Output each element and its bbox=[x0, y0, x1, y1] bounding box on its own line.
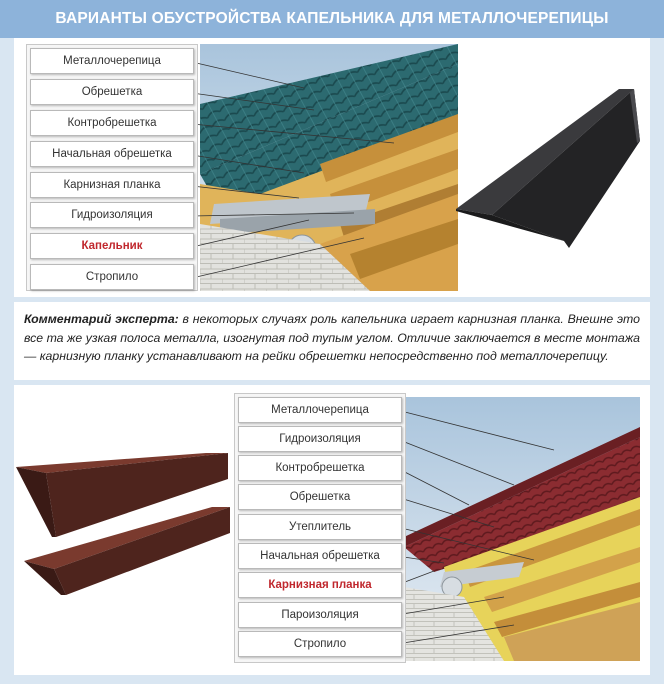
label-metal-tile: Металлочерепица bbox=[238, 397, 402, 423]
comment-body: в некоторых случаях роль капельника играет карнизная планка. Внешне это все та же узкая полоса металла, изогнутая под тупым углом. Отличие заключается в месте монтажа — карнизную планку устанавливают на рейки обрешетки непосредственно под металлочерепицу. bbox=[24, 312, 640, 363]
label-vapor-barrier: Пароизоляция bbox=[238, 602, 402, 628]
panel-drip-edge-variant bbox=[14, 38, 650, 297]
panel-eaves-strip-variant bbox=[14, 385, 650, 675]
drip-edge-strip-dark bbox=[454, 83, 644, 253]
label-starter-batten: Начальная обрешетка bbox=[30, 141, 194, 167]
label-eaves-strip: Карнизная планка bbox=[30, 172, 194, 198]
label-counter-batten: Контробрешетка bbox=[238, 455, 402, 481]
label-rafter: Стропило bbox=[238, 631, 402, 657]
page-title: ВАРИАНТЫ ОБУСТРОЙСТВА КАПЕЛЬНИКА ДЛЯ МЕТАЛЛОЧЕРЕПИЦЫ bbox=[55, 10, 609, 27]
label-rafter: Стропило bbox=[30, 264, 194, 290]
expert-comment bbox=[14, 302, 650, 380]
label-starter-batten: Начальная обрешетка bbox=[238, 543, 402, 569]
comment-lead: Комментарий эксперта: bbox=[24, 312, 179, 326]
label-waterproofing: Гидроизоляция bbox=[30, 202, 194, 228]
label-waterproofing: Гидроизоляция bbox=[238, 426, 402, 452]
label-metal-tile: Металлочерепица bbox=[30, 48, 194, 74]
label-eaves-strip: Карнизная планка bbox=[238, 572, 402, 598]
label-drip-edge: Капельник bbox=[30, 233, 194, 259]
label-batten: Обрешетка bbox=[30, 79, 194, 105]
label-batten: Обрешетка bbox=[238, 484, 402, 510]
label-insulation: Утеплитель bbox=[238, 514, 402, 540]
label-counter-batten: Контробрешетка bbox=[30, 110, 194, 136]
title-bar bbox=[0, 0, 664, 38]
